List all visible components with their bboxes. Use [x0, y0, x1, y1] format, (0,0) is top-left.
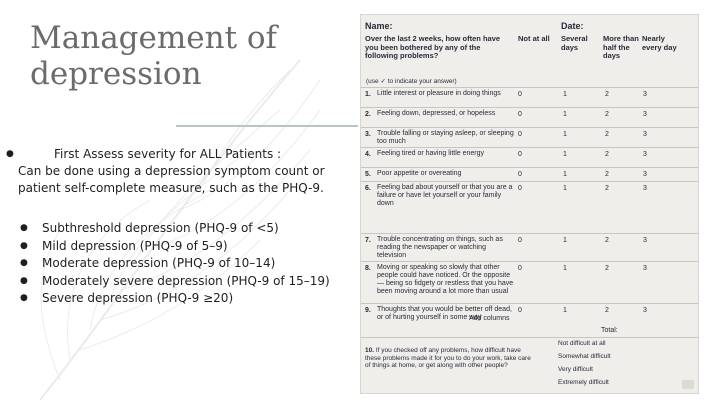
row-text: Feeling bad about yourself or that you are a failure or have let yourself or your family down	[377, 184, 513, 207]
row-value: 1	[563, 171, 567, 178]
intro-lead	[6, 146, 358, 163]
row-value: 1	[563, 91, 567, 98]
intro-text	[6, 146, 358, 197]
row-value: 3	[643, 265, 647, 272]
slide-title: Management of depression	[30, 20, 278, 92]
row-value: 2	[605, 151, 609, 158]
total-label: Total:	[601, 327, 618, 334]
row-value: 3	[643, 237, 647, 244]
row-value: 0	[518, 307, 522, 314]
row-value: 0	[518, 131, 522, 138]
row-value: 1	[563, 131, 567, 138]
q10-option: Extremely difficult	[558, 379, 609, 386]
list-item-text: Subthreshold depression (PHQ-9 of <5)	[42, 221, 279, 235]
q10-option: Not difficult at all	[558, 340, 606, 347]
row-num: 3.	[365, 131, 371, 138]
row-value: 2	[605, 171, 609, 178]
row-num: 6.	[365, 185, 371, 192]
form-row	[361, 107, 698, 128]
q10-num: 10.	[365, 347, 375, 354]
intro-rest-text: Can be done using a depression symptom count or patient self-complete measure, such as the PHQ-9.	[18, 164, 325, 195]
row-value: 3	[643, 91, 647, 98]
row-value: 2	[605, 131, 609, 138]
form-question-header: Over the last 2 weeks, how often have you been bothered by any of the following problems?	[365, 34, 501, 60]
list-item	[20, 238, 360, 256]
list-item	[20, 273, 360, 291]
row-value: 0	[518, 237, 522, 244]
add-columns-label: Add columns	[469, 315, 510, 322]
list-item	[20, 220, 360, 238]
row-num: 9.	[365, 307, 371, 314]
row-value: 2	[605, 265, 609, 272]
q10-text	[365, 347, 535, 370]
form-row	[361, 167, 698, 182]
row-value: 1	[563, 237, 567, 244]
q10-options	[558, 337, 611, 389]
row-value: 2	[605, 307, 609, 314]
row-value: 1	[563, 185, 567, 192]
q10-question: If you checked off any problems, how difficult have these problems made it for you to do your work, take care of things at home, or get along with other people?	[365, 347, 531, 370]
list-item-text: Moderately severe depression (PHQ-9 of 15–19)	[42, 273, 330, 288]
row-value: 1	[563, 111, 567, 118]
form-row	[361, 233, 698, 262]
form-row	[361, 87, 698, 108]
bullet-dot: ●	[20, 258, 28, 268]
row-value: 3	[643, 151, 647, 158]
row-text: Little interest or pleasure in doing things	[377, 90, 501, 97]
row-text: Feeling tired or having little energy	[377, 150, 485, 157]
row-value: 1	[563, 265, 567, 272]
list-item-text: Severe depression (PHQ-9 ≥20)	[42, 291, 234, 305]
form-row	[361, 127, 698, 148]
bullet-dot: ●	[20, 223, 28, 233]
form-col-3: Nearly every day	[642, 34, 677, 52]
row-num: 5.	[365, 171, 371, 178]
row-value: 0	[518, 265, 522, 272]
row-value: 2	[605, 185, 609, 192]
q10-option: Very difficult	[558, 366, 593, 373]
row-text: Thoughts that you would be better off dead, or of hurting yourself in some way	[377, 306, 512, 321]
row-value: 2	[605, 237, 609, 244]
list-item	[20, 255, 360, 273]
row-value: 3	[643, 111, 647, 118]
form-instruction: (use ✓ to indicate your answer)	[366, 78, 457, 85]
form-col-0: Not at all	[518, 34, 550, 43]
row-num: 7.	[365, 237, 371, 244]
divider-line	[176, 125, 358, 127]
row-num: 1.	[365, 91, 371, 98]
intro-lead-text: First Assess severity for ALL Patients :	[54, 147, 282, 161]
row-value: 3	[643, 171, 647, 178]
row-value: 2	[605, 111, 609, 118]
form-corner-mark	[682, 380, 694, 389]
bullet-dot: ●	[6, 149, 14, 159]
form-col-2: More than half the days	[603, 34, 639, 60]
row-value: 0	[518, 151, 522, 158]
row-value: 2	[605, 91, 609, 98]
row-value: 0	[518, 111, 522, 118]
row-text: Trouble falling or staying asleep, or sleeping too much	[377, 130, 514, 145]
row-text: Poor appetite or overeating	[377, 170, 462, 177]
phq9-form-image	[360, 14, 699, 394]
row-value: 3	[643, 185, 647, 192]
form-date-label: Date:	[561, 21, 584, 31]
q10-option: Somewhat difficult	[558, 353, 611, 360]
bullet-dot: ●	[20, 275, 28, 286]
row-num: 2.	[365, 111, 371, 118]
row-value: 1	[563, 307, 567, 314]
form-name-label: Name:	[365, 21, 393, 31]
list-item-text: Moderate depression (PHQ-9 of 10–14)	[42, 256, 276, 270]
row-value: 0	[518, 91, 522, 98]
form-row	[361, 261, 698, 304]
list-item	[20, 290, 360, 308]
row-text: Moving or speaking so slowly that other people could have noticed. Or the opposite — being so fidgety or restless that you have been moving around a lot more than usual	[377, 264, 514, 295]
form-col-1: Several days	[561, 34, 588, 52]
row-value: 1	[563, 151, 567, 158]
form-row	[361, 147, 698, 168]
row-value: 0	[518, 171, 522, 178]
row-value: 3	[643, 307, 647, 314]
form-row	[361, 303, 698, 324]
list-item-text: Mild depression (PHQ-9 of 5–9)	[42, 238, 228, 253]
bullet-dot: ●	[20, 293, 28, 303]
row-value: 3	[643, 131, 647, 138]
row-value: 0	[518, 185, 522, 192]
bullet-dot: ●	[20, 240, 28, 251]
severity-list	[20, 220, 360, 308]
form-row	[361, 181, 698, 210]
row-num: 4.	[365, 151, 371, 158]
row-num: 8.	[365, 265, 371, 272]
row-text: Feeling down, depressed, or hopeless	[377, 110, 496, 117]
row-text: Trouble concentrating on things, such as reading the newspaper or watching television	[377, 236, 503, 259]
